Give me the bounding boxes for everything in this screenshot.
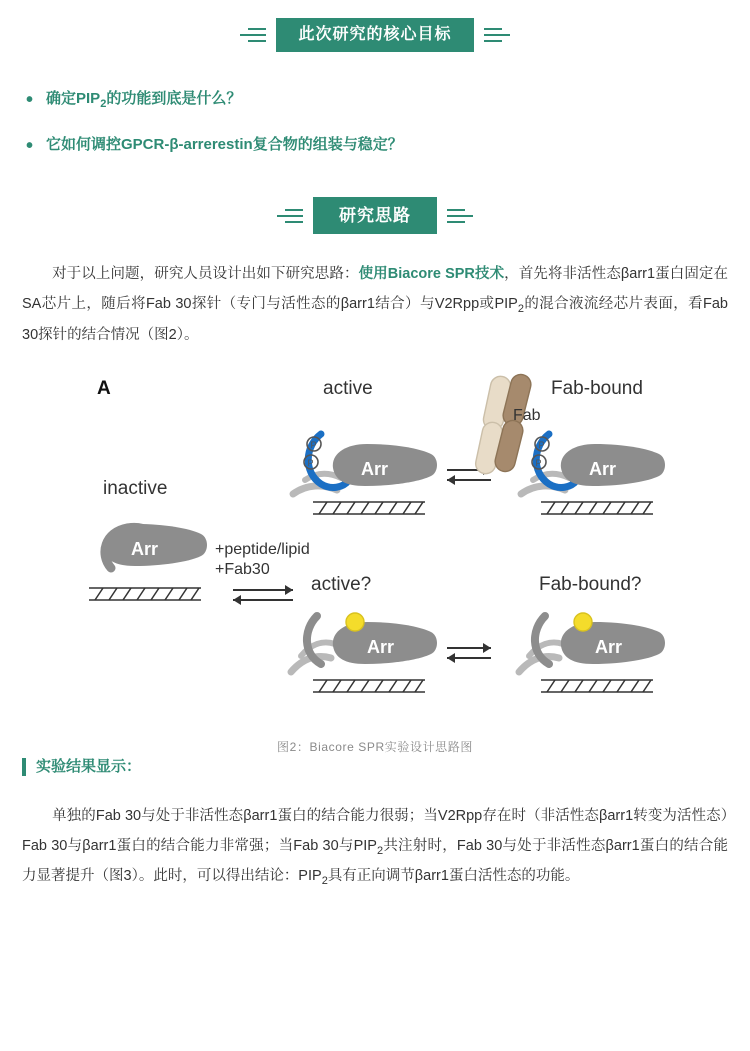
figure-panel-label: A — [97, 378, 111, 400]
figure-label-arr-active: Arr — [361, 459, 389, 480]
bullet-text-post: 的功能到底是什么？ — [106, 90, 242, 107]
figure-label-active-q: active? — [311, 574, 372, 596]
figure-fab-domain — [474, 373, 541, 476]
banner-ticks-right-icon — [447, 209, 473, 223]
idea-banner-label: 研究思路 — [313, 197, 437, 234]
idea-subscript: 2 — [517, 303, 524, 315]
svg-text:P: P — [310, 440, 317, 451]
figure-condition-1: +peptide/lipid — [215, 541, 310, 559]
svg-text:P: P — [307, 458, 314, 469]
result-subscript-1: 2 — [376, 844, 384, 857]
result-subscript-2: 2 — [321, 875, 328, 888]
bullet-text-pre: 确定PIP — [46, 90, 101, 107]
figure-label-arr-inactive: Arr — [131, 539, 159, 560]
figure-condition-2: +Fab30 — [215, 561, 270, 579]
list-item — [24, 88, 710, 112]
goal-banner — [0, 18, 750, 52]
figure-2 — [0, 372, 750, 755]
figure-label-fab: Fab — [513, 407, 541, 425]
goal-banner-label: 此次研究的核心目标 — [276, 18, 473, 52]
figure-equilibrium-arrow-bottom — [447, 643, 491, 663]
result-heading: 实验结果显示： — [22, 758, 750, 776]
figure-lipid-marker-icon — [346, 613, 364, 631]
svg-text:P: P — [535, 458, 542, 469]
figure-label-arr-active-q: Arr — [367, 637, 395, 658]
idea-banner — [0, 197, 750, 234]
result-paragraph — [22, 802, 728, 893]
banner-ticks-left-icon — [277, 209, 303, 223]
figure-label-fab-bound-q: Fab-bound? — [539, 574, 642, 596]
svg-text:P: P — [538, 440, 545, 451]
result-text-3: 具有正向调节βarr1蛋白活性态的功能。 — [327, 868, 580, 885]
idea-text-2: ，首先将非活性态βarr1蛋白固定在SA芯片上，随后将Fab 30探针（专门与活性态的βarr1结合）与V2Rpp或PIP — [22, 266, 729, 313]
figure-2-graphic — [55, 372, 695, 732]
bullet-subscript: 2 — [100, 98, 107, 110]
figure-label-fab-bound: Fab-bound — [551, 378, 643, 400]
banner-ticks-right-icon — [484, 28, 510, 42]
idea-paragraph — [22, 260, 728, 350]
banner-ticks-left-icon — [240, 28, 266, 42]
idea-text-3: 的混合液流经芯片表面，看Fab 30探针的结合情况（图2）。 — [22, 296, 728, 343]
figure-lipid-marker-icon — [574, 613, 592, 631]
figure-label-inactive: inactive — [103, 478, 168, 500]
bullet-text-pre: 它如何调控GPCR-β-arrerestin复合物的组装与稳定？ — [46, 136, 403, 154]
figure-caption: 图2：Biacore SPR实验设计思路图 — [277, 740, 473, 755]
figure-label-active: active — [323, 378, 373, 400]
list-item — [24, 134, 710, 155]
figure-label-arr-fab-bound: Arr — [589, 459, 617, 480]
figure-equilibrium-arrow-main — [233, 585, 293, 605]
idea-highlight: 使用Biacore SPR技术 — [358, 266, 505, 283]
document-page — [0, 18, 750, 1051]
idea-text-1: 对于以上问题，研究人员设计出如下研究思路： — [52, 266, 359, 283]
figure-label-arr-fab-bound-q: Arr — [595, 637, 623, 658]
result-text-2: 共注射时，Fab 30与处于非活性态βarr1蛋白的结合能力显著提升（图3）。此时，可以得出结论：PIP — [22, 837, 728, 885]
result-text-1: 单独的Fab 30与处于非活性态βarr1蛋白的结合能力很弱；当V2Rpp存在时（非活性态βarr1转变为活性态）Fab 30与βarr1蛋白的结合能力非常强；当Fab 30与PIP — [22, 808, 728, 854]
goal-bullet-list — [0, 88, 750, 155]
